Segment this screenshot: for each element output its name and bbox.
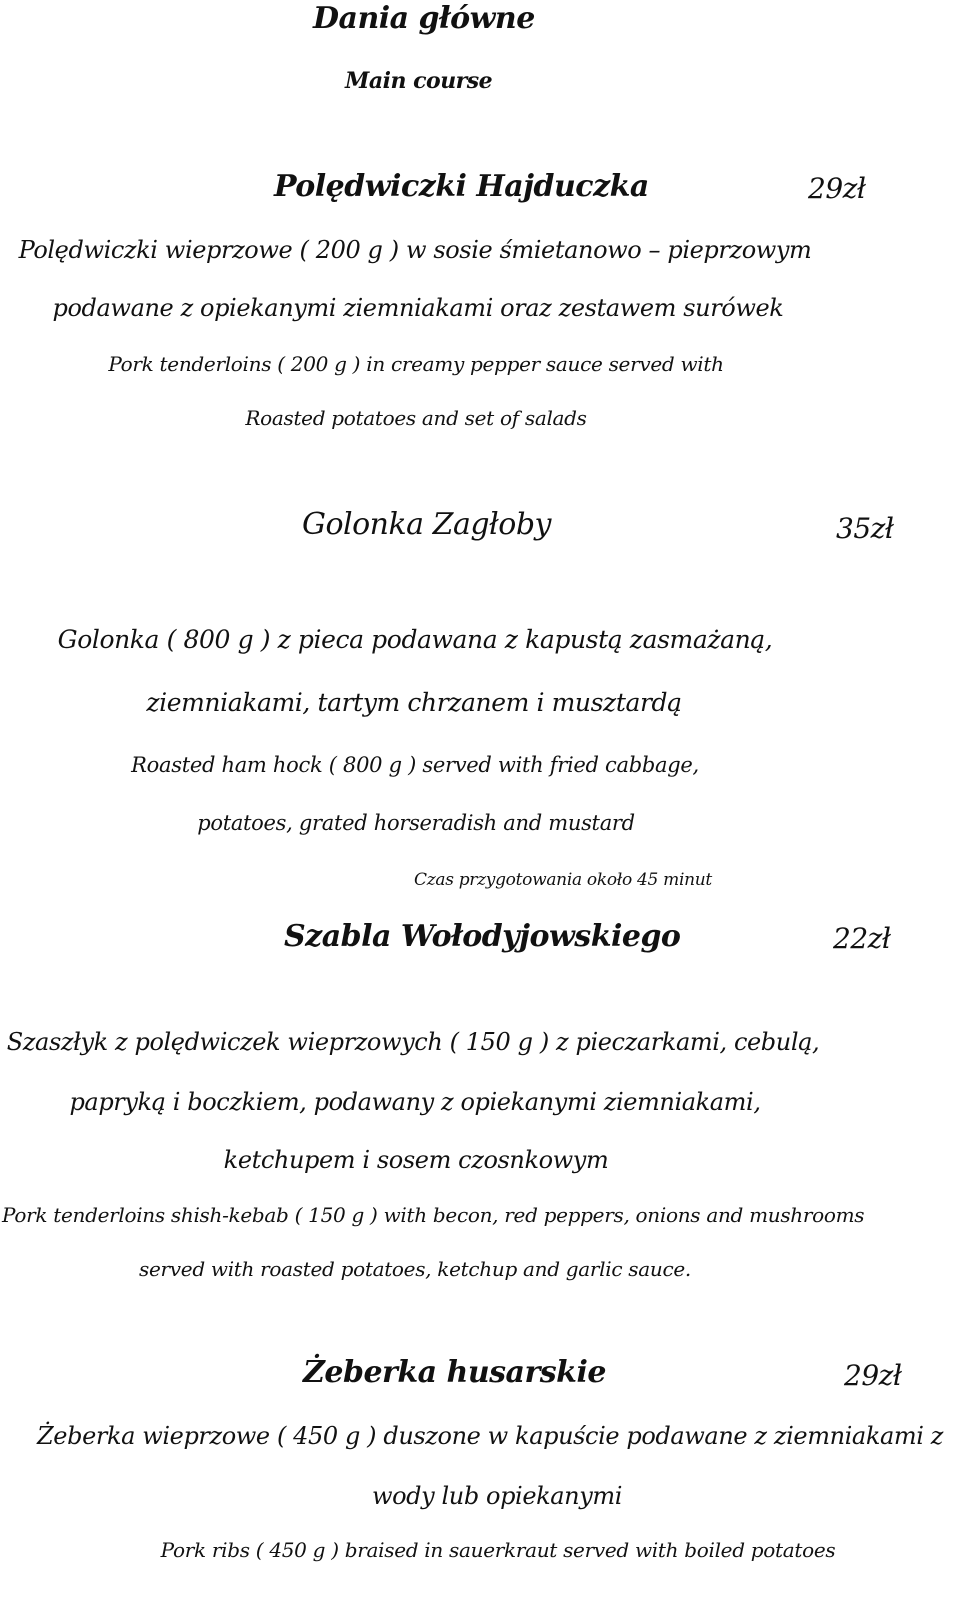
dish-description-line: Roasted ham hock ( 800 g ) served with fried cabbage, [131, 753, 699, 777]
dish-price-szabla: 22zł [833, 922, 891, 955]
dish-name-zeberka: Żeberka husarskie [303, 1355, 606, 1390]
dish-description-line: Szaszłyk z polędwiczek wieprzowych ( 150 g ) z pieczarkami, cebulą, [6, 1028, 820, 1056]
dish-description-line: Golonka ( 800 g ) z pieca podawana z kapustą zasmażaną, [57, 625, 773, 654]
dish-price-poledwiczki: 29zł [808, 172, 866, 205]
dish-description-line: ketchupem i sosem czosnkowym [223, 1146, 609, 1174]
dish-description-line: Pork tenderloins shish-kebab ( 150 g ) with becon, red peppers, onions and mushrooms [2, 1203, 865, 1227]
dish-name-golonka: Golonka Zagłoby [302, 507, 551, 542]
page-title: Dania główne [313, 1, 535, 36]
dish-description-line: potatoes, grated horseradish and mustard [197, 811, 635, 835]
preparation-time-note: Czas przygotowania około 45 minut [414, 870, 712, 890]
dish-description-line: papryką i boczkiem, podawany z opiekanymi ziemniakami, [69, 1088, 761, 1116]
dish-price-golonka: 35zł [836, 512, 894, 545]
dish-description-line: Pork tenderloins ( 200 g ) in creamy pepper sauce served with [108, 352, 724, 376]
dish-price-zeberka: 29zł [844, 1359, 902, 1392]
dish-name-poledwiczki: Polędwiczki Hajduczka [274, 169, 649, 204]
dish-description-line: Roasted potatoes and set of salads [245, 406, 587, 430]
dish-description-line: wody lub opiekanymi [371, 1482, 623, 1510]
dish-description-line: Żeberka wieprzowe ( 450 g ) duszone w kapuście podawane z ziemniakami z [37, 1422, 943, 1450]
dish-name-szabla: Szabla Wołodyjowskiego [284, 919, 681, 954]
page-subtitle: Main course [345, 68, 493, 94]
dish-description-line: Pork ribs ( 450 g ) braised in sauerkraut served with boiled potatoes [160, 1538, 836, 1562]
dish-description-line: served with roasted potatoes, ketchup and garlic sauce. [139, 1257, 691, 1281]
dish-description-line: Polędwiczki wieprzowe ( 200 g ) w sosie śmietanowo – pieprzowym [18, 236, 812, 264]
dish-description-line: podawane z opiekanymi ziemniakami oraz zestawem surówek [52, 294, 784, 322]
dish-description-line: ziemniakami, tartym chrzanem i musztardą [146, 688, 682, 717]
